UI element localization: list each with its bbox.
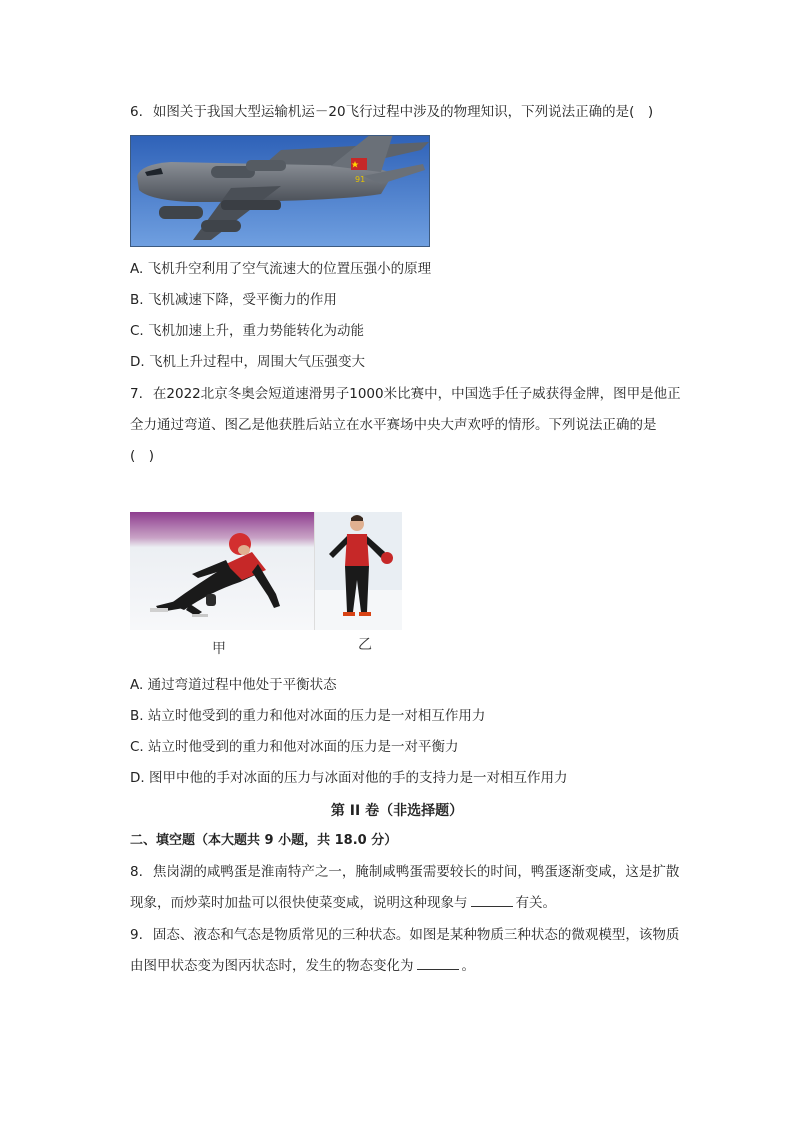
q6-option-b: B. 飞机减速下降，受平衡力的作用: [130, 292, 337, 308]
q9-answer-blank[interactable]: [417, 957, 459, 970]
q8-line1: [130, 863, 679, 881]
q8-text-2: 现象，而炒菜时加盐可以很快使菜变咸，说明这种现象与: [130, 895, 468, 911]
q6-option-d: D. 飞机上升过程中，周围大气压强变大: [130, 354, 365, 370]
q6-number: 6.: [130, 104, 143, 120]
q6-stem: [130, 103, 653, 121]
track-marker: [206, 594, 216, 606]
engine-4: [201, 220, 241, 232]
engine-3: [159, 206, 203, 219]
q7-stem-line1: [130, 385, 681, 403]
skater-cornering-image: [130, 512, 315, 630]
q7-option-c: C. 站立时他受到的重力和他对冰面的压力是一对平衡力: [130, 739, 459, 755]
q8-number: 8.: [130, 864, 143, 880]
skater2-jersey: [345, 534, 369, 566]
caption-yi: 乙: [358, 637, 372, 653]
tail-number: 91: [355, 175, 366, 184]
plane-illustration: [131, 136, 429, 246]
q7-stem-text-1: 在2022北京冬奥会短道速滑男子1000米比赛中，中国选手任子威获得金牌，图甲是他正: [152, 386, 681, 402]
q8-line2: [130, 894, 556, 912]
q7-number: 7.: [130, 386, 143, 402]
q8-text-3: 有关。: [515, 895, 556, 911]
skater-standing-image: [314, 512, 402, 630]
engine-2: [246, 160, 286, 171]
q9-number: 9.: [130, 927, 143, 943]
q9-text-3: 。: [461, 958, 475, 974]
q7-option-b: B. 站立时他受到的重力和他对冰面的压力是一对相互作用力: [130, 708, 486, 724]
section-fill-in: 二、填空题（本大题共 9 小题，共 18.0 分）: [130, 833, 398, 848]
q6-option-a: A. 飞机升空利用了空气流速大的位置压强小的原理: [130, 261, 432, 277]
q9-text-1: 固态、液态和气态是物质常见的三种状态。如图是某种物质三种状态的微观模型，该物质: [152, 927, 680, 943]
gear-pod: [221, 200, 281, 210]
q9-line1: [130, 926, 679, 944]
q7-stem-line2: 全力通过弯道、图乙是他获胜后站立在水平赛场中央大声欢呼的情形。下列说法正确的是: [130, 417, 657, 433]
transport-plane-image: [130, 135, 430, 247]
q6-stem-text: 如图关于我国大型运输机运－20飞行过程中涉及的物理知识，下列说法正确的是( ): [152, 104, 654, 120]
q9-line2: [130, 957, 475, 975]
q8-text-1: 焦岗湖的咸鸭蛋是淮南特产之一，腌制咸鸭蛋需要较长的时间，鸭蛋逐渐变咸，这是扩散: [152, 864, 680, 880]
caption-jia: 甲: [212, 641, 226, 657]
part2-title: 第 II 卷（非选择题）: [330, 803, 464, 819]
q7-option-a: A. 通过弯道过程中他处于平衡状态: [130, 677, 337, 693]
q6-option-c: C. 飞机加速上升，重力势能转化为动能: [130, 323, 365, 339]
q7-option-d: D. 图甲中他的手对冰面的压力与冰面对他的手的支持力是一对相互作用力: [130, 770, 568, 786]
q7-stem-line3: ( ): [130, 448, 155, 464]
q8-answer-blank[interactable]: [471, 894, 513, 907]
q9-text-2: 由图甲状态变为图丙状态时，发生的物态变化为: [130, 958, 414, 974]
